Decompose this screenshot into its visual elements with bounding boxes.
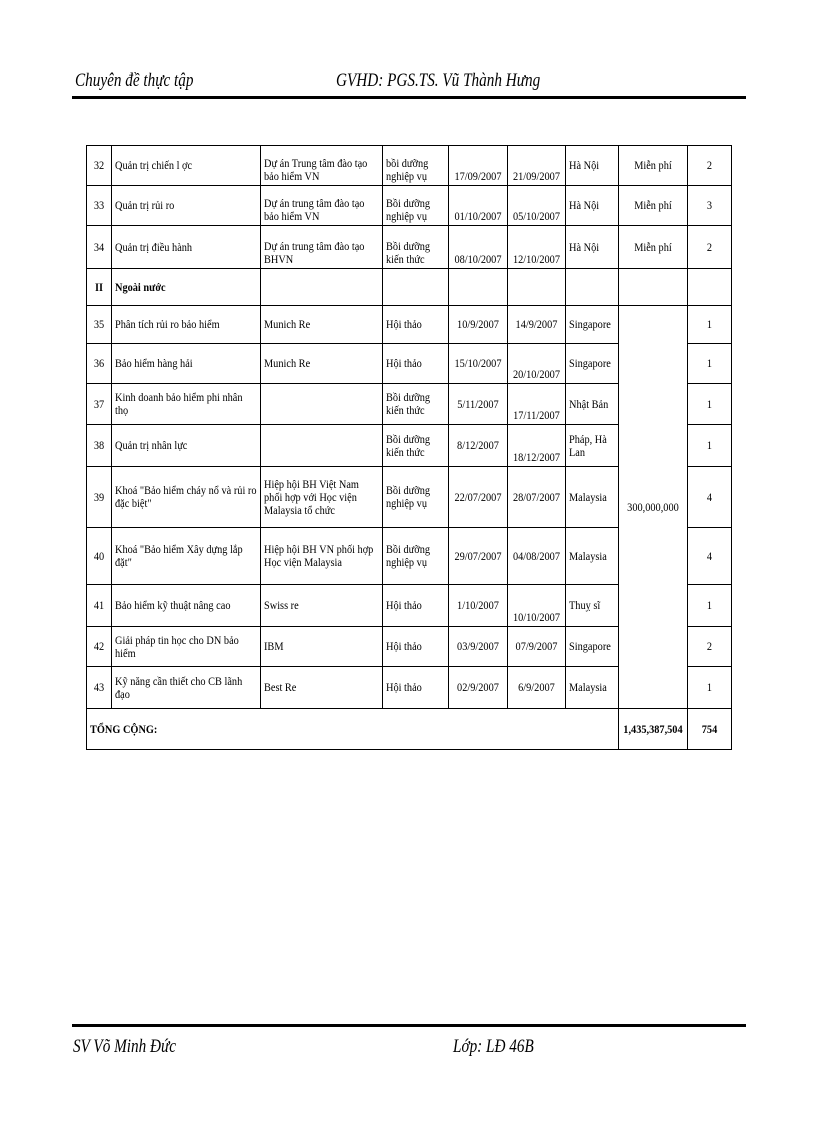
end-date-text: 28/07/2007	[512, 489, 560, 504]
location-text: Hà Nội	[568, 158, 599, 172]
organizer-text: Swiss re	[264, 598, 299, 612]
course-name	[112, 186, 261, 226]
course-name-text: Kinh doanh bảo hiểm phi nhân thọ	[115, 390, 243, 417]
training-type	[383, 226, 448, 269]
row-number-text: 37	[93, 396, 105, 411]
section-number	[87, 269, 112, 306]
row-number	[87, 425, 112, 467]
table-row	[87, 306, 732, 344]
cost-text: Miễn phí	[633, 158, 672, 172]
end-date-text: 04/08/2007	[512, 548, 560, 563]
end-date-text: 10/10/2007	[512, 610, 560, 624]
training-type	[383, 306, 448, 344]
training-type-text: Hội thảo	[386, 639, 423, 653]
training-type	[383, 467, 448, 528]
training-type-text: Bồi dưỡng kiến thức	[386, 431, 431, 459]
start-date	[448, 528, 507, 585]
course-name-text: Bảo hiểm hàng hải	[115, 356, 193, 370]
start-date-text: 22/07/2007	[453, 489, 502, 504]
location-text: Malaysia	[568, 680, 607, 694]
organizer-text: Hiệp hội BH Việt Nam phối hợp với Học viện Malaysia tổ chức	[264, 476, 360, 517]
course-name	[112, 667, 261, 709]
end-date	[507, 528, 565, 585]
footer-class: Lớp: LĐ 46B	[453, 1036, 534, 1057]
row-number	[87, 667, 112, 709]
start-date	[448, 306, 507, 344]
training-type-text: Bồi dưỡng nghiệp vụ	[386, 542, 431, 569]
training-type-text: Hội thảo	[386, 356, 423, 370]
organizer-text: Hiệp hội BH VN phối hợp Học viện Malaysia	[264, 542, 374, 569]
organizer-text: Best Re	[264, 680, 297, 694]
empty-cell	[565, 269, 618, 306]
row-number-text: 39	[93, 489, 105, 504]
location-text: Singapore	[568, 317, 611, 331]
start-date	[448, 667, 507, 709]
section-row	[87, 269, 732, 306]
organizer	[261, 667, 383, 709]
empty-cell	[448, 269, 507, 306]
participants	[687, 146, 731, 186]
training-type	[383, 528, 448, 585]
location	[565, 384, 618, 425]
end-date	[507, 384, 565, 425]
start-date-text: 01/10/2007	[453, 209, 502, 223]
location-text: Malaysia	[568, 489, 607, 504]
course-name-text: Quản trị nhân lực	[115, 438, 188, 452]
organizer	[261, 306, 383, 344]
end-date-text: 07/9/2007	[515, 639, 558, 653]
row-number	[87, 226, 112, 269]
participants	[687, 186, 731, 226]
cost	[618, 226, 687, 269]
organizer	[261, 146, 383, 186]
end-date-text: 20/10/2007	[512, 367, 560, 381]
start-date-text: 10/9/2007	[456, 317, 499, 331]
course-name	[112, 528, 261, 585]
participants-text: 3	[706, 198, 712, 212]
participants	[687, 344, 731, 384]
end-date-text: 14/9/2007	[515, 317, 558, 331]
start-date	[448, 467, 507, 528]
training-type	[383, 667, 448, 709]
end-date	[507, 226, 565, 269]
participants-text: 1	[706, 680, 712, 694]
organizer	[261, 384, 383, 425]
organizer	[261, 425, 383, 467]
total-cost-text: 1,435,387,504	[623, 721, 683, 736]
course-name	[112, 467, 261, 528]
row-number	[87, 467, 112, 528]
row-number	[87, 186, 112, 226]
row-number-text: 34	[93, 239, 105, 254]
training-type	[383, 146, 448, 186]
row-number-text: 41	[93, 598, 105, 612]
participants-text: 1	[706, 438, 712, 452]
course-name	[112, 344, 261, 384]
participants-text: 4	[706, 489, 712, 504]
location	[565, 226, 618, 269]
total-participants-text: 754	[701, 721, 718, 736]
organizer	[261, 467, 383, 528]
empty-cell	[687, 269, 731, 306]
row-number	[87, 146, 112, 186]
training-type	[383, 384, 448, 425]
location	[565, 186, 618, 226]
location-text: Nhật Bản	[568, 396, 608, 411]
start-date-text: 17/09/2007	[453, 169, 502, 183]
end-date	[507, 306, 565, 344]
training-type	[383, 627, 448, 667]
total-label	[87, 709, 619, 750]
cost-text: Miễn phí	[633, 239, 672, 254]
participants-text: 1	[706, 356, 712, 370]
participants-text: 1	[706, 396, 712, 411]
cost	[618, 186, 687, 226]
location-text: Singapore	[568, 356, 611, 370]
location	[565, 667, 618, 709]
participants	[687, 667, 731, 709]
row-number-text: 35	[93, 317, 105, 331]
row-number	[87, 306, 112, 344]
participants	[687, 425, 731, 467]
course-name-text: Khoá "Bảo hiểm Xây dựng lắp đặt"	[115, 542, 243, 569]
course-name	[112, 226, 261, 269]
header-left-title: Chuyên đề thực tập	[75, 70, 194, 91]
end-date	[507, 344, 565, 384]
participants	[687, 226, 731, 269]
training-type-text: Bồi dưỡng kiến thức	[386, 239, 431, 266]
end-date-text: 18/12/2007	[512, 450, 560, 464]
course-name-text: Bảo hiểm kỹ thuật nâng cao	[115, 598, 231, 612]
participants-text: 2	[706, 639, 712, 653]
location	[565, 528, 618, 585]
end-date	[507, 627, 565, 667]
course-name	[112, 585, 261, 627]
section-title	[112, 269, 261, 306]
row-number-text: 33	[93, 198, 105, 212]
course-name	[112, 146, 261, 186]
end-date-text: 17/11/2007	[512, 408, 560, 422]
location-text: Pháp, Hà Lan	[568, 431, 607, 459]
end-date-text: 21/09/2007	[512, 169, 560, 183]
training-type-text: Bồi dưỡng kiến thức	[386, 390, 431, 417]
start-date-text: 5/11/2007	[456, 396, 499, 411]
row-number	[87, 585, 112, 627]
table-row	[87, 186, 732, 226]
organizer-text: Dự án trung tâm đào tạo BHVN	[264, 239, 365, 266]
start-date-text: 1/10/2007	[456, 598, 499, 612]
participants	[687, 627, 731, 667]
location	[565, 585, 618, 627]
header-rule	[72, 96, 746, 99]
course-name-text: Kỹ năng cần thiết cho CB lãnh đạo	[115, 673, 243, 701]
training-type	[383, 425, 448, 467]
organizer	[261, 226, 383, 269]
cost	[618, 146, 687, 186]
foreign-cost	[618, 306, 687, 709]
course-name-text: Giải pháp tin học cho DN bảo hiểm	[115, 632, 239, 660]
start-date-text: 29/07/2007	[453, 548, 502, 563]
location	[565, 306, 618, 344]
total-cost	[618, 709, 687, 750]
training-type	[383, 186, 448, 226]
end-date	[507, 425, 565, 467]
empty-cell	[618, 269, 687, 306]
row-number	[87, 384, 112, 425]
participants	[687, 384, 731, 425]
course-name	[112, 306, 261, 344]
end-date-text: 12/10/2007	[512, 252, 560, 266]
header-supervisor: GVHD: PGS.TS. Vũ Thành Hưng	[336, 70, 541, 91]
start-date-text: 15/10/2007	[453, 356, 502, 370]
end-date	[507, 667, 565, 709]
end-date	[507, 585, 565, 627]
foreign-cost-text: 300,000,000	[626, 499, 679, 514]
start-date	[448, 384, 507, 425]
participants	[687, 306, 731, 344]
location-text: Thuỵ sĩ	[568, 598, 600, 612]
organizer	[261, 585, 383, 627]
empty-cell	[261, 269, 383, 306]
start-date	[448, 146, 507, 186]
row-number-text: 32	[93, 158, 105, 172]
location-text: Malaysia	[568, 548, 607, 563]
course-name-text: Quản trị điều hành	[115, 239, 193, 254]
organizer	[261, 186, 383, 226]
training-table	[86, 145, 732, 750]
course-name-text: Quản trị rủi ro	[115, 198, 175, 212]
training-type-text: Hội thảo	[386, 598, 423, 612]
empty-cell	[507, 269, 565, 306]
cost-text: Miễn phí	[633, 198, 672, 212]
participants	[687, 585, 731, 627]
end-date	[507, 146, 565, 186]
table-row	[87, 146, 732, 186]
end-date-text: 6/9/2007	[517, 680, 555, 694]
organizer	[261, 627, 383, 667]
participants-text: 1	[706, 598, 712, 612]
start-date	[448, 425, 507, 467]
total-participants	[687, 709, 731, 750]
row-number-text: 42	[93, 639, 105, 653]
start-date	[448, 627, 507, 667]
total-label-text: TỔNG CỘNG:	[90, 721, 158, 736]
location	[565, 467, 618, 528]
training-type	[383, 344, 448, 384]
course-name-text: Khoá "Bảo hiểm cháy nổ và rủi ro đặc biệt"	[115, 483, 257, 510]
row-number	[87, 528, 112, 585]
course-name	[112, 425, 261, 467]
table-row	[87, 226, 732, 269]
start-date	[448, 344, 507, 384]
section-number-text: II	[94, 279, 104, 294]
organizer-text: Munich Re	[264, 356, 311, 370]
organizer-text: Munich Re	[264, 317, 311, 331]
footer-rule	[72, 1024, 746, 1027]
row-number-text: 43	[93, 680, 105, 694]
start-date	[448, 186, 507, 226]
participants	[687, 467, 731, 528]
row-number-text: 40	[93, 548, 105, 563]
end-date-text: 05/10/2007	[512, 209, 560, 223]
end-date	[507, 467, 565, 528]
total-row	[87, 709, 732, 750]
participants-text: 2	[706, 239, 712, 254]
row-number-text: 38	[93, 438, 105, 452]
footer-student: SV Võ Minh Đức	[73, 1036, 176, 1057]
end-date	[507, 186, 565, 226]
course-name	[112, 384, 261, 425]
participants-text: 2	[706, 158, 712, 172]
course-name	[112, 627, 261, 667]
training-type-text: Hội thảo	[386, 317, 423, 331]
organizer	[261, 344, 383, 384]
start-date-text: 08/10/2007	[453, 252, 502, 266]
training-type	[383, 585, 448, 627]
training-type-text: bồi dưỡng nghiệp vụ	[386, 156, 429, 183]
start-date-text: 8/12/2007	[456, 438, 499, 452]
row-number-text: 36	[93, 356, 105, 370]
start-date-text: 03/9/2007	[456, 639, 499, 653]
participants	[687, 528, 731, 585]
location	[565, 146, 618, 186]
training-type-text: Bồi dưỡng nghiệp vụ	[386, 196, 431, 223]
course-name-text: Phân tích rủi ro bảo hiểm	[115, 317, 220, 331]
organizer-text: IBM	[264, 639, 284, 653]
training-type-text: Hội thảo	[386, 680, 423, 694]
start-date	[448, 226, 507, 269]
location-text: Hà Nội	[568, 239, 599, 254]
organizer-text: Dự án Trung tâm đào tạo bảo hiểm VN	[264, 156, 368, 183]
location-text: Hà Nội	[568, 198, 599, 212]
row-number	[87, 627, 112, 667]
start-date-text: 02/9/2007	[456, 680, 499, 694]
empty-cell	[383, 269, 448, 306]
participants-text: 1	[706, 317, 712, 331]
organizer-text: Dự án trung tâm đào tạo bảo hiểm VN	[264, 196, 365, 223]
section-title-text: Ngoài nước	[115, 279, 166, 294]
location	[565, 425, 618, 467]
organizer	[261, 528, 383, 585]
training-type-text: Bồi dưỡng nghiệp vụ	[386, 483, 431, 510]
location-text: Singapore	[568, 639, 611, 653]
participants-text: 4	[706, 548, 712, 563]
location	[565, 627, 618, 667]
location	[565, 344, 618, 384]
course-name-text: Quản trị chiến l ợc	[115, 158, 193, 172]
row-number	[87, 344, 112, 384]
start-date	[448, 585, 507, 627]
